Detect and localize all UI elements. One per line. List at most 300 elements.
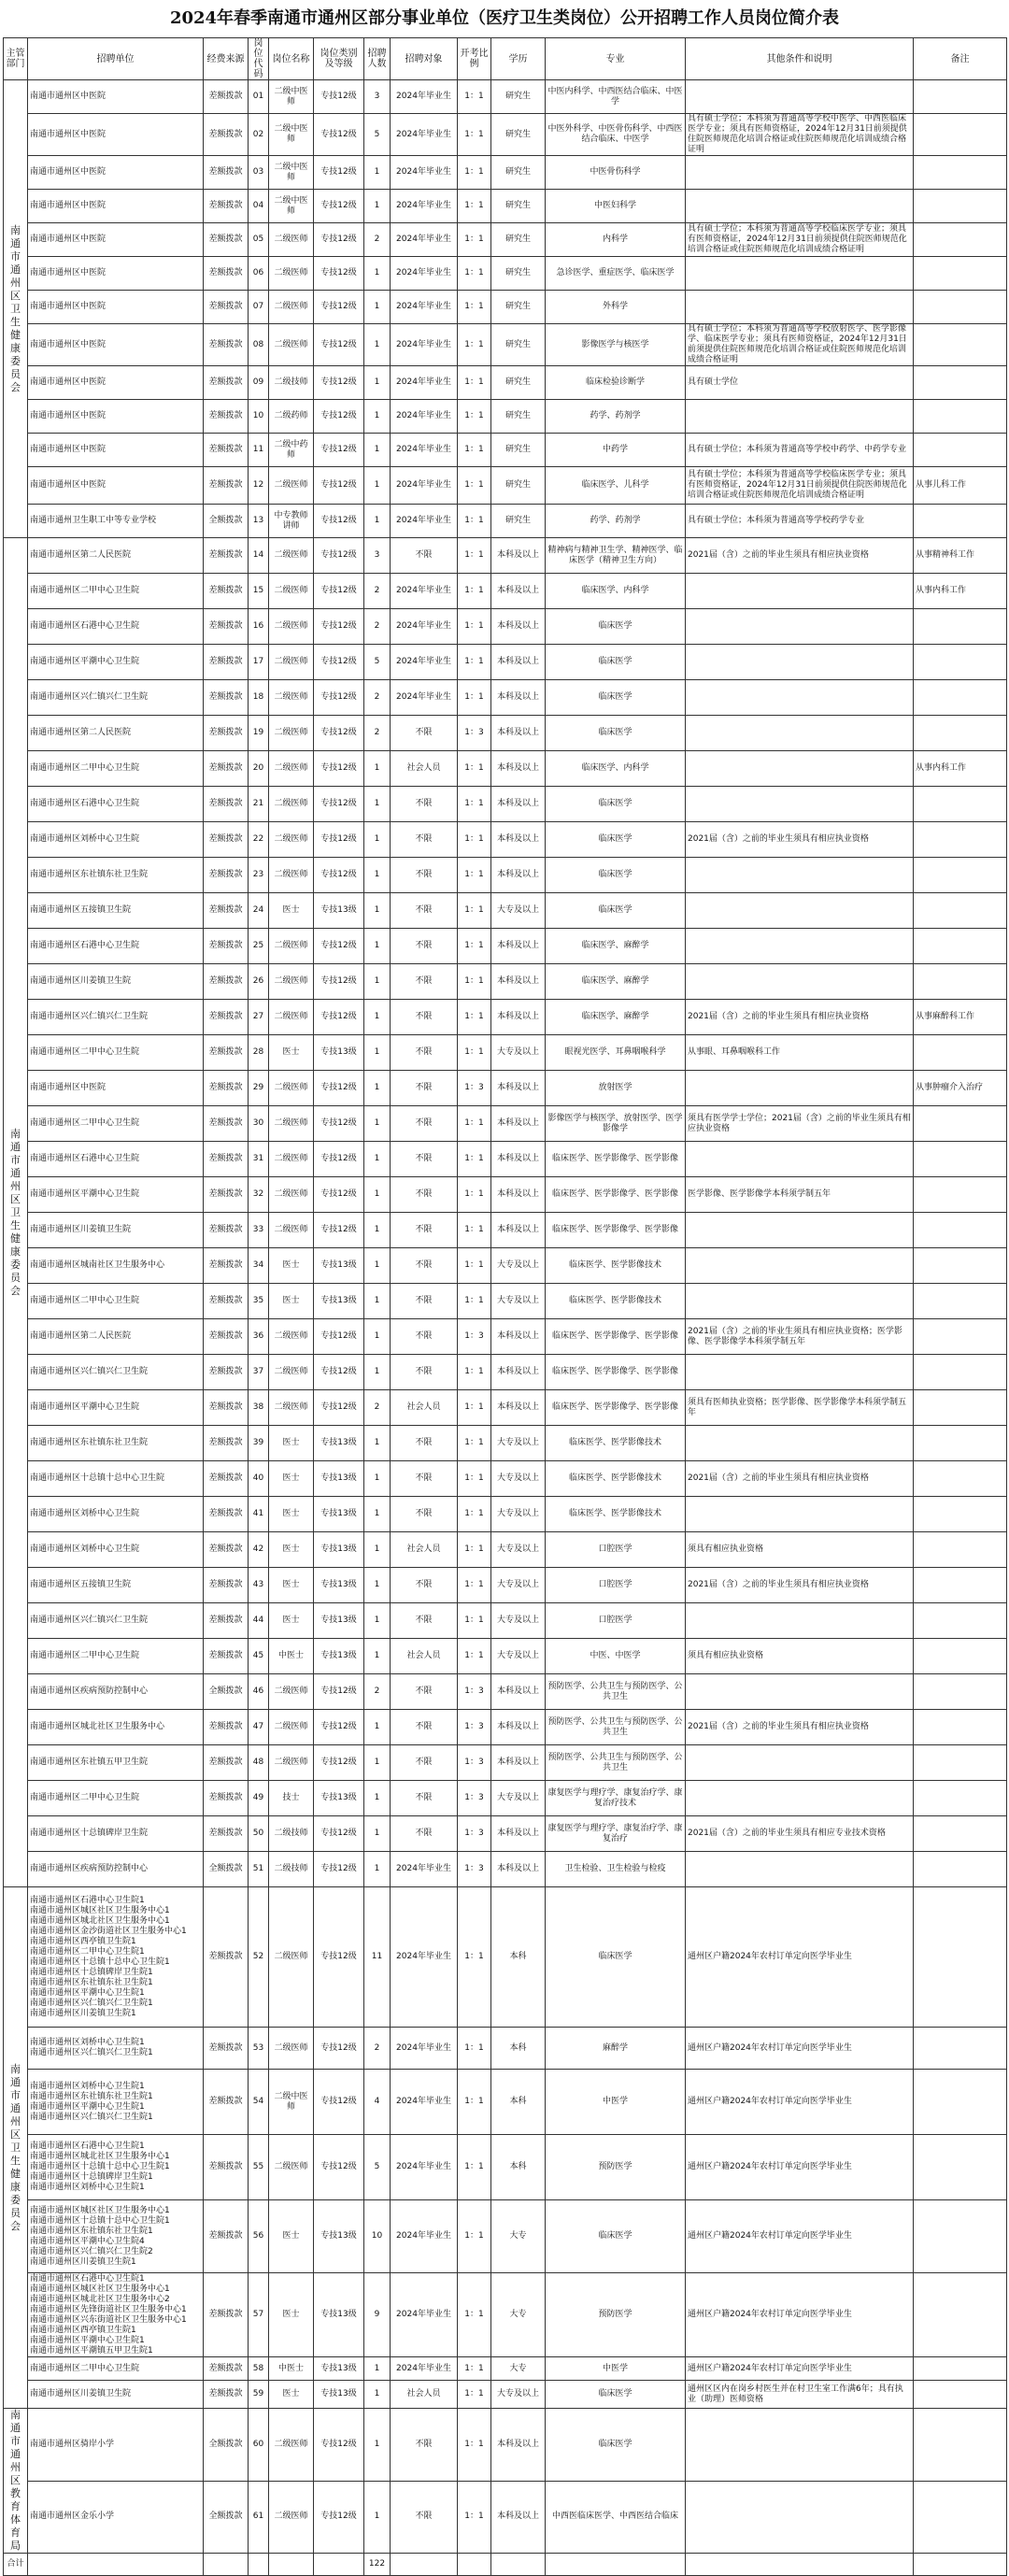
table-cell: 58	[249, 2357, 269, 2381]
table-cell: 差额拨款	[204, 2200, 249, 2273]
table-cell: 差额拨款	[204, 1461, 249, 1497]
table-cell: 专技13级	[314, 1461, 364, 1497]
table-cell: 专技12级	[314, 1710, 364, 1745]
table-cell: 差额拨款	[204, 324, 249, 366]
table-cell: 2024年毕业生	[391, 2070, 458, 2135]
unit-line: 南通市通州区城区社区卫生服务中心1	[30, 1905, 170, 1915]
table-cell: 中西医临床医学、中西医结合临床	[546, 2481, 686, 2554]
table-cell: 二级中医师	[269, 156, 314, 190]
dept-cell: 南通市通州区卫生健康委员会	[4, 80, 28, 538]
table-cell: 专技13级	[314, 2381, 364, 2409]
table-cell: 2024年毕业生	[391, 609, 458, 645]
table-cell: 55	[249, 2135, 269, 2200]
table-cell: 1：1	[458, 223, 491, 257]
table-cell: 差额拨款	[204, 1816, 249, 1852]
table-row	[4, 822, 1007, 858]
table-cell: 差额拨款	[204, 1745, 249, 1781]
note-cell	[914, 1426, 1007, 1461]
note-cell	[914, 1319, 1007, 1355]
table-cell: 1	[364, 1284, 391, 1319]
table-cell: 康复医学与理疗学、康复治疗学、康复治疗技术	[546, 1781, 686, 1816]
table-cell: 21	[249, 787, 269, 822]
table-cell: 中医外科学、中医骨伤科学、中西医结合临床、中医学	[546, 114, 686, 156]
table-cell: 差额拨款	[204, 2135, 249, 2200]
table-cell: 二级医师	[269, 716, 314, 751]
table-cell: 中专教师讲师	[269, 505, 314, 538]
unit-line: 南通市通州区兴仁镇兴仁卫生院1	[30, 2112, 153, 2122]
table-cell: 差额拨款	[204, 1639, 249, 1674]
table-cell: 专技12级	[314, 1390, 364, 1426]
table-cell: 二级医师	[269, 1355, 314, 1390]
table-cell: 差额拨款	[204, 1887, 249, 2028]
table-cell: 外科学	[546, 291, 686, 324]
table-cell: 不限	[391, 1461, 458, 1497]
table-cell: 20	[249, 751, 269, 787]
table-cell: 本科及以上	[491, 1390, 546, 1426]
table-cell: 2024年毕业生	[391, 223, 458, 257]
table-cell: 医士	[269, 2200, 314, 2273]
table-cell: 差额拨款	[204, 1390, 249, 1426]
table-cell: 专技12级	[314, 1142, 364, 1177]
unit-cell: 南通市通州区中医院	[28, 156, 204, 190]
table-cell: 不限	[391, 858, 458, 893]
table-cell: 临床医学、麻醉学	[546, 929, 686, 964]
table-row	[4, 1319, 1007, 1355]
unit-cell	[28, 2357, 204, 2381]
unit-cell: 南通市通州区城北社区卫生服务中心	[28, 1710, 204, 1745]
table-row	[4, 680, 1007, 716]
note-cell	[914, 1497, 1007, 1532]
table-cell: 研究生	[491, 156, 546, 190]
table-cell: 本科及以上	[491, 680, 546, 716]
cond-cell: 具有硕士学位	[686, 366, 914, 400]
table-row	[4, 1106, 1007, 1142]
table-cell: 中医妇科学	[546, 190, 686, 223]
table-row	[4, 1532, 1007, 1568]
table-cell: 专技12级	[314, 964, 364, 1000]
table-row	[4, 1284, 1007, 1319]
table-cell: 1	[364, 929, 391, 964]
table-cell: 2024年毕业生	[391, 1852, 458, 1887]
cond-cell	[686, 1426, 914, 1461]
table-cell: 1	[364, 1319, 391, 1355]
cond-cell	[686, 1603, 914, 1639]
table-cell: 本科及以上	[491, 1674, 546, 1710]
table-cell: 二级医师	[269, 964, 314, 1000]
table-cell: 本科及以上	[491, 716, 546, 751]
table-cell: 52	[249, 1887, 269, 2028]
table-row	[4, 1461, 1007, 1497]
table-cell: 1	[364, 1497, 391, 1532]
table-cell: 1：1	[458, 1000, 491, 1035]
table-cell: 专技12级	[314, 2070, 364, 2135]
table-cell: 1	[364, 291, 391, 324]
table-cell: 专技12级	[314, 716, 364, 751]
cond-cell: 医学影像、医学影像学本科须学制五年	[686, 1177, 914, 1213]
table-cell: 2024年毕业生	[391, 680, 458, 716]
table-row	[4, 1603, 1007, 1639]
table-cell: 中医骨伤科学	[546, 156, 686, 190]
table-cell: 53	[249, 2028, 269, 2070]
table-row	[4, 2028, 1007, 2070]
cond-cell	[686, 1497, 914, 1532]
table-cell: 二级中医师	[269, 80, 314, 114]
cond-cell	[686, 1248, 914, 1284]
note-cell	[914, 2028, 1007, 2070]
table-cell: 1：1	[458, 434, 491, 467]
table-cell: 本科	[491, 1887, 546, 2028]
cond-cell	[686, 858, 914, 893]
note-cell	[914, 1177, 1007, 1213]
note-cell	[914, 257, 1007, 291]
unit-cell: 南通市通州区二甲中心卫生院	[28, 1781, 204, 1816]
table-cell: 47	[249, 1710, 269, 1745]
note-cell	[914, 2409, 1007, 2482]
table-cell: 不限	[391, 1355, 458, 1390]
table-cell: 不限	[391, 1710, 458, 1745]
table-cell: 不限	[391, 1426, 458, 1461]
table-cell: 不限	[391, 1035, 458, 1071]
column-header: 专业	[546, 38, 686, 80]
table-cell: 差额拨款	[204, 400, 249, 434]
table-cell: 专技12级	[314, 858, 364, 893]
table-cell: 差额拨款	[204, 1142, 249, 1177]
table-cell: 专技12级	[314, 1852, 364, 1887]
table-cell: 二级中医师	[269, 114, 314, 156]
table-cell: 二级医师	[269, 609, 314, 645]
table-cell: 二级医师	[269, 2028, 314, 2070]
table-cell: 2	[364, 574, 391, 609]
table-row	[4, 2381, 1007, 2409]
table-cell: 大专及以上	[491, 1497, 546, 1532]
table-cell: 2024年毕业生	[391, 190, 458, 223]
table-cell: 本科及以上	[491, 1745, 546, 1781]
table-cell: 二级医师	[269, 751, 314, 787]
table-cell: 研究生	[491, 467, 546, 505]
table-cell: 医士	[269, 1248, 314, 1284]
table-cell: 专技12级	[314, 2135, 364, 2200]
cond-cell: 具有硕士学位；本科须为普通高等学校放射医学、医学影像学、临床医学专业；须具有医师资格证，2024年12月31日前须提供住院医师规范化培训合格证或住院医师规范化培训成绩合格证明	[686, 324, 914, 366]
cond-cell	[686, 190, 914, 223]
table-cell: 口腔医学	[546, 1568, 686, 1603]
table-cell: 19	[249, 716, 269, 751]
cond-cell: 2021届（含）之前的毕业生须具有相应执业资格	[686, 822, 914, 858]
table-cell: 1	[364, 1142, 391, 1177]
table-cell: 专技12级	[314, 114, 364, 156]
table-cell: 差额拨款	[204, 2357, 249, 2381]
table-cell: 差额拨款	[204, 257, 249, 291]
table-cell: 药学、药剂学	[546, 400, 686, 434]
table-cell: 二级医师	[269, 1710, 314, 1745]
note-cell	[914, 1355, 1007, 1390]
table-cell: 2024年毕业生	[391, 434, 458, 467]
table-cell: 2024年毕业生	[391, 574, 458, 609]
note-cell	[914, 1461, 1007, 1497]
table-cell: 1：1	[458, 291, 491, 324]
table-cell: 32	[249, 1177, 269, 1213]
table-cell: 专技12级	[314, 751, 364, 787]
table-row	[4, 2070, 1007, 2135]
table-cell: 1：3	[458, 1710, 491, 1745]
table-cell: 专技12级	[314, 505, 364, 538]
table-row	[4, 893, 1007, 929]
note-cell	[914, 223, 1007, 257]
table-row	[4, 964, 1007, 1000]
table-cell: 不限	[391, 1142, 458, 1177]
table-cell: 二级中医师	[269, 190, 314, 223]
table-cell: 1	[364, 467, 391, 505]
table-cell: 1：1	[458, 366, 491, 400]
table-cell: 2024年毕业生	[391, 2028, 458, 2070]
cond-cell	[686, 893, 914, 929]
table-cell: 临床医学	[546, 858, 686, 893]
table-cell: 二级技师	[269, 1852, 314, 1887]
table-cell: 不限	[391, 1319, 458, 1355]
unit-line: 南通市通州区兴东街道社区卫生服务中心1	[30, 2314, 187, 2325]
table-cell: 1：1	[458, 1355, 491, 1390]
table-cell: 中医士	[269, 1639, 314, 1674]
table-cell: 本科及以上	[491, 929, 546, 964]
table-cell: 本科	[491, 2135, 546, 2200]
note-cell	[914, 609, 1007, 645]
table-cell: 1：1	[458, 1568, 491, 1603]
unit-cell	[28, 2070, 204, 2135]
table-cell: 社会人员	[391, 2381, 458, 2409]
cond-cell: 通州区户籍2024年农村订单定向医学毕业生	[686, 2135, 914, 2200]
table-cell: 49	[249, 1781, 269, 1816]
table-cell: 1：1	[458, 2381, 491, 2409]
table-row	[4, 645, 1007, 680]
table-cell: 专技12级	[314, 929, 364, 964]
unit-cell: 南通市通州区石港中心卫生院	[28, 1142, 204, 1177]
table-cell: 医士	[269, 1532, 314, 1568]
cond-cell	[686, 787, 914, 822]
note-cell	[914, 1887, 1007, 2028]
table-cell: 差额拨款	[204, 1603, 249, 1639]
table-cell: 17	[249, 645, 269, 680]
table-row	[4, 1355, 1007, 1390]
table-cell: 1：1	[458, 2273, 491, 2357]
table-cell: 医士	[269, 2381, 314, 2409]
table-cell: 专技13级	[314, 1248, 364, 1284]
table-cell: 30	[249, 1106, 269, 1142]
table-cell: 差额拨款	[204, 1000, 249, 1035]
table-cell: 二级医师	[269, 1674, 314, 1710]
table-cell: 05	[249, 223, 269, 257]
table-cell: 差额拨款	[204, 893, 249, 929]
note-cell	[914, 680, 1007, 716]
positions-table	[3, 37, 1007, 2576]
table-cell: 大专	[491, 2357, 546, 2381]
table-cell: 全额拨款	[204, 505, 249, 538]
table-cell: 36	[249, 1319, 269, 1355]
table-cell: 二级医师	[269, 1000, 314, 1035]
table-cell: 二级医师	[269, 645, 314, 680]
table-cell: 1	[364, 434, 391, 467]
table-cell: 不限	[391, 1106, 458, 1142]
cond-cell: 2021届（含）之前的毕业生须具有相应执业资格	[686, 1000, 914, 1035]
table-row	[4, 2554, 1007, 2576]
note-cell: 从事精神科工作	[914, 538, 1007, 574]
table-cell: 二级医师	[269, 257, 314, 291]
table-cell: 专技13级	[314, 2357, 364, 2381]
cond-cell: 具有硕士学位；本科须为普通高等学校中药学、中药学专业	[686, 434, 914, 467]
table-row	[4, 291, 1007, 324]
note-cell	[914, 1852, 1007, 1887]
table-cell: 2024年毕业生	[391, 324, 458, 366]
table-cell: 社会人员	[391, 1639, 458, 1674]
table-cell: 不限	[391, 1674, 458, 1710]
table-cell: 临床医学	[546, 1887, 686, 2028]
table-cell: 二级医师	[269, 574, 314, 609]
table-cell: 16	[249, 609, 269, 645]
table-cell: 不限	[391, 893, 458, 929]
table-cell: 不限	[391, 2409, 458, 2482]
table-cell: 1：1	[458, 1248, 491, 1284]
table-cell: 1	[364, 1852, 391, 1887]
table-cell: 临床检验诊断学	[546, 366, 686, 400]
table-cell: 医士	[269, 893, 314, 929]
table-cell: 不限	[391, 1781, 458, 1816]
table-cell: 大专及以上	[491, 1284, 546, 1319]
table-cell: 不限	[391, 929, 458, 964]
note-cell	[914, 1639, 1007, 1674]
table-row	[4, 1390, 1007, 1426]
note-cell	[914, 2357, 1007, 2381]
table-cell: 不限	[391, 1177, 458, 1213]
table-row	[4, 929, 1007, 964]
table-row	[4, 1177, 1007, 1213]
table-cell: 2	[364, 1390, 391, 1426]
table-cell: 2024年毕业生	[391, 1887, 458, 2028]
cond-cell: 须具有相应执业资格	[686, 1532, 914, 1568]
unit-cell: 南通市通州区东社镇五甲卫生院	[28, 1745, 204, 1781]
table-cell: 临床医学、医学影像技术	[546, 1426, 686, 1461]
note-cell	[914, 114, 1007, 156]
total-value: 122	[364, 2554, 391, 2576]
table-cell: 本科及以上	[491, 1213, 546, 1248]
table-cell: 差额拨款	[204, 291, 249, 324]
table-cell	[314, 2554, 364, 2576]
table-cell: 精神病与精神卫生学、精神医学、临床医学（精神卫生方向）	[546, 538, 686, 574]
unit-cell: 南通市通州区二甲中心卫生院	[28, 574, 204, 609]
unit-cell: 南通市通州区骑岸小学	[28, 2409, 204, 2482]
table-cell: 专技12级	[314, 1816, 364, 1852]
table-cell: 2024年毕业生	[391, 400, 458, 434]
cond-cell: 具有硕士学位；本科须为普通高等学校临床医学专业；须具有医师资格证，2024年12月31日前须提供住院医师规范化培训合格证或住院医师规范化培训成绩合格证明	[686, 467, 914, 505]
table-cell: 1	[364, 1710, 391, 1745]
table-cell: 1	[364, 1355, 391, 1390]
table-cell: 全额拨款	[204, 2481, 249, 2554]
table-cell: 1	[364, 1071, 391, 1106]
note-cell: 从事内科工作	[914, 574, 1007, 609]
note-cell	[914, 80, 1007, 114]
table-cell: 23	[249, 858, 269, 893]
table-cell: 1：1	[458, 1532, 491, 1568]
table-cell: 本科及以上	[491, 751, 546, 787]
unit-line: 南通市通州区兴仁镇兴仁卫生院1	[30, 1998, 153, 2008]
table-cell: 本科及以上	[491, 1000, 546, 1035]
table-cell: 07	[249, 291, 269, 324]
table-cell: 37	[249, 1355, 269, 1390]
table-cell: 2	[364, 716, 391, 751]
table-cell: 全额拨款	[204, 2409, 249, 2482]
table-cell: 二级医师	[269, 680, 314, 716]
table-cell: 差额拨款	[204, 1497, 249, 1532]
table-cell: 43	[249, 1568, 269, 1603]
cond-cell	[686, 1674, 914, 1710]
table-cell: 1：1	[458, 893, 491, 929]
table-cell: 不限	[391, 538, 458, 574]
table-cell: 差额拨款	[204, 1106, 249, 1142]
table-cell: 临床医学、医学影像技术	[546, 1248, 686, 1284]
table-cell: 不限	[391, 1000, 458, 1035]
table-cell: 2024年毕业生	[391, 2357, 458, 2381]
unit-line: 南通市通州区十总镇碑岸卫生院1	[30, 1967, 153, 1977]
table-cell: 差额拨款	[204, 751, 249, 787]
unit-cell: 南通市通州卫生职工中等专业学校	[28, 505, 204, 538]
table-cell: 差额拨款	[204, 1284, 249, 1319]
cond-cell	[686, 609, 914, 645]
table-cell: 1	[364, 858, 391, 893]
table-cell: 本科及以上	[491, 1142, 546, 1177]
table-cell: 专技12级	[314, 2028, 364, 2070]
table-cell: 大专及以上	[491, 1532, 546, 1568]
column-header: 经费来源	[204, 38, 249, 80]
table-cell	[914, 2554, 1007, 2576]
table-cell: 本科及以上	[491, 1355, 546, 1390]
table-cell: 2024年毕业生	[391, 257, 458, 291]
unit-cell: 南通市通州区中医院	[28, 366, 204, 400]
table-cell: 急诊医学、重症医学、临床医学	[546, 257, 686, 291]
table-cell: 临床医学、儿科学	[546, 467, 686, 505]
table-cell: 专技12级	[314, 257, 364, 291]
note-cell	[914, 858, 1007, 893]
table-row	[4, 80, 1007, 114]
table-row	[4, 467, 1007, 505]
table-row	[4, 2273, 1007, 2357]
table-cell: 差额拨款	[204, 1532, 249, 1568]
table-cell: 4	[364, 2070, 391, 2135]
table-row	[4, 609, 1007, 645]
table-cell: 差额拨款	[204, 1213, 249, 1248]
table-cell: 不限	[391, 716, 458, 751]
unit-line: 南通市通州区十总镇十总中心卫生院1	[30, 2162, 170, 2171]
table-row	[4, 1745, 1007, 1781]
table-cell: 1	[364, 1532, 391, 1568]
table-cell: 二级中药师	[269, 434, 314, 467]
cond-cell	[686, 80, 914, 114]
table-cell: 大专及以上	[491, 1781, 546, 1816]
table-cell: 专技12级	[314, 366, 364, 400]
table-cell: 研究生	[491, 291, 546, 324]
table-cell: 1：3	[458, 1674, 491, 1710]
unit-line: 南通市通州区刘桥中心卫生院1	[30, 2038, 145, 2047]
table-cell: 2	[364, 680, 391, 716]
cond-cell	[686, 1284, 914, 1319]
table-cell: 不限	[391, 1568, 458, 1603]
table-cell: 1：1	[458, 751, 491, 787]
table-cell: 研究生	[491, 80, 546, 114]
table-cell: 59	[249, 2381, 269, 2409]
cond-cell	[686, 680, 914, 716]
table-cell: 42	[249, 1532, 269, 1568]
table-cell: 医士	[269, 1568, 314, 1603]
note-cell: 从事儿科工作	[914, 467, 1007, 505]
table-cell: 本科及以上	[491, 1106, 546, 1142]
unit-line: 南通市通州区川姜镇卫生院	[30, 2389, 132, 2398]
cond-cell: 2021届（含）之前的毕业生须具有相应执业资格；医学影像、医学影像学本科须学制五年	[686, 1319, 914, 1355]
